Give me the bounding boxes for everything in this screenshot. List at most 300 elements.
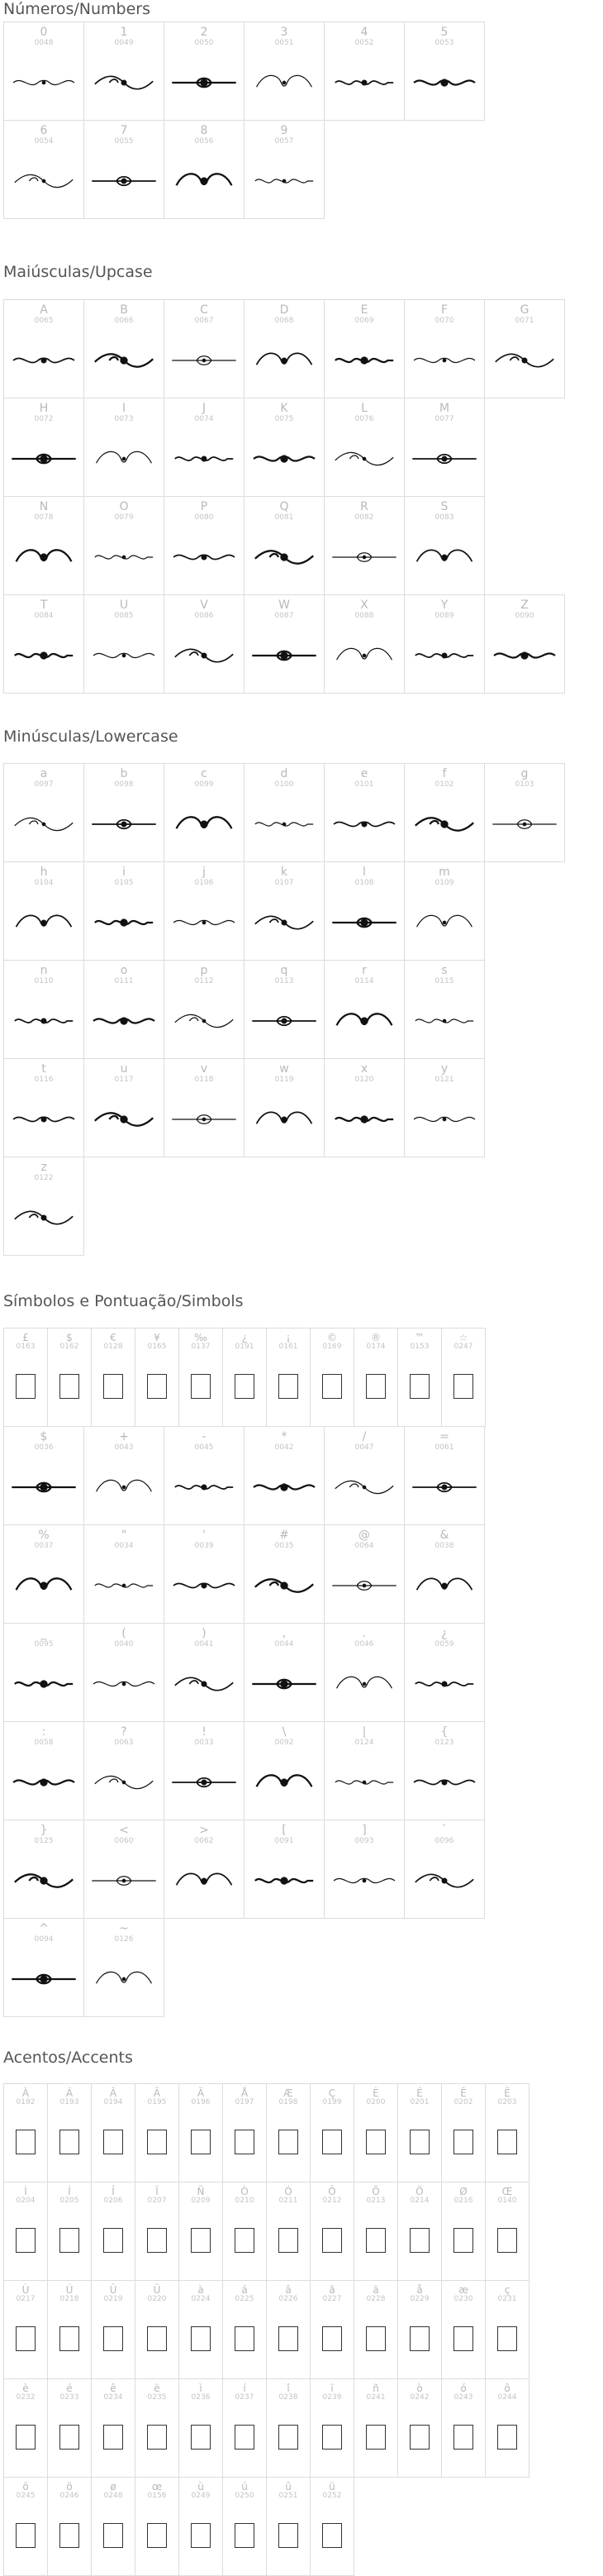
glyph-cell[interactable] (310, 2280, 354, 2379)
glyph-code: 0206 (103, 2197, 123, 2205)
glyph-cell[interactable] (222, 2280, 267, 2379)
glyph-cell[interactable] (404, 299, 485, 398)
glyph-code: 0248 (103, 2492, 123, 2500)
glyph-cell[interactable] (164, 1524, 245, 1624)
ornament-glyph (88, 622, 160, 689)
glyph-code: 0036 (34, 1443, 54, 1452)
glyph-cell[interactable] (310, 1328, 354, 1427)
glyph-code: 0126 (114, 1935, 134, 1944)
glyph-cell[interactable] (83, 763, 164, 862)
missing-glyph-box (445, 2204, 482, 2277)
glyph-cell[interactable] (244, 1058, 325, 1157)
glyph-cell[interactable] (83, 1918, 164, 2017)
glyph-character: Z (520, 599, 529, 612)
glyph-cell[interactable] (3, 2182, 48, 2281)
missing-glyph-box (51, 2499, 88, 2572)
glyph-code: 0100 (274, 780, 294, 789)
glyph-cell[interactable] (83, 1524, 164, 1624)
glyph-character: R (360, 500, 368, 513)
glyph-cell[interactable] (178, 2182, 223, 2281)
glyph-cell[interactable] (266, 1328, 311, 1427)
glyph-cell[interactable] (244, 1524, 325, 1624)
glyph-cell[interactable] (91, 2378, 135, 2478)
missing-glyph-box (401, 1350, 438, 1423)
glyph-character: ) (202, 1627, 207, 1640)
glyph-cell[interactable] (484, 594, 565, 694)
glyph-code: 0108 (354, 879, 374, 887)
glyph-cell[interactable] (3, 21, 84, 121)
glyph-cell[interactable] (324, 21, 405, 121)
missing-glyph-icon (16, 1374, 36, 1399)
glyph-cell[interactable] (83, 861, 164, 961)
glyph-cell[interactable] (47, 2378, 92, 2478)
missing-glyph-box (95, 2499, 131, 2572)
ornament-glyph (408, 889, 481, 956)
glyph-code: 0235 (147, 2393, 167, 2402)
ornament-glyph (88, 1650, 160, 1718)
glyph-cell[interactable] (3, 1918, 84, 2017)
glyph-cell[interactable] (83, 1721, 164, 1820)
glyph-cell[interactable] (244, 763, 325, 862)
glyph-grid-accents (3, 2083, 529, 2575)
glyph-cell[interactable] (324, 1623, 405, 1722)
glyph-character: Ò (240, 2186, 249, 2197)
glyph-cell[interactable] (441, 2378, 486, 2478)
glyph-cell[interactable] (3, 1157, 84, 1256)
glyph-cell[interactable] (3, 594, 84, 694)
glyph-cell[interactable] (3, 763, 84, 862)
glyph-code: 0161 (278, 1343, 298, 1351)
glyph-cell[interactable] (324, 299, 405, 398)
glyph-character: g (520, 767, 529, 780)
glyph-code: 0213 (366, 2197, 386, 2205)
glyph-cell[interactable] (354, 2378, 398, 2478)
glyph-cell[interactable] (47, 2280, 92, 2379)
glyph-cell[interactable] (324, 1426, 405, 1525)
glyph-character: Ç (328, 2087, 336, 2099)
glyph-character: y (440, 1062, 449, 1076)
glyph-code: 0162 (59, 1343, 79, 1351)
glyph-character: Ü (153, 2284, 161, 2296)
glyph-cell[interactable] (404, 496, 485, 595)
missing-glyph-box (183, 1350, 219, 1423)
missing-glyph-icon (322, 2523, 342, 2548)
glyph-cell[interactable] (91, 2280, 135, 2379)
glyph-cell[interactable] (324, 398, 405, 497)
glyph-cell[interactable] (244, 299, 325, 398)
glyph-cell[interactable] (135, 1328, 179, 1427)
ornament-glyph (328, 889, 401, 956)
glyph-character: h (40, 866, 48, 879)
glyph-cell[interactable] (485, 2182, 529, 2281)
glyph-character: ù (197, 2481, 204, 2493)
missing-glyph-box (314, 2106, 350, 2178)
missing-glyph-box (183, 2302, 219, 2375)
glyph-row (3, 496, 564, 594)
glyph-cell[interactable] (47, 1328, 92, 1427)
glyph-character: ¿ (441, 1627, 448, 1640)
glyph-cell[interactable] (178, 1328, 223, 1427)
glyph-character: É (416, 2087, 423, 2099)
glyph-cell[interactable] (222, 2477, 267, 2576)
glyph-cell[interactable] (222, 2182, 267, 2281)
glyph-cell[interactable] (83, 120, 164, 219)
glyph-code: 0249 (191, 2492, 211, 2500)
glyph-row (3, 1623, 485, 1721)
glyph-cell[interactable] (3, 2477, 48, 2576)
glyph-cell[interactable] (244, 496, 325, 595)
glyph-character: à (197, 2284, 204, 2296)
glyph-cell[interactable] (83, 398, 164, 497)
glyph-code: 0216 (453, 2197, 473, 2205)
missing-glyph-box (51, 2302, 88, 2375)
glyph-character: O (119, 500, 129, 513)
glyph-character: Á (65, 2087, 74, 2099)
glyph-code: 0211 (278, 2197, 298, 2205)
ornament-glyph (248, 790, 320, 858)
glyph-cell[interactable] (164, 1058, 245, 1157)
glyph-cell[interactable] (222, 2378, 267, 2478)
glyph-cell[interactable] (266, 2083, 311, 2182)
glyph-character: _ (40, 1627, 47, 1640)
glyph-cell[interactable] (324, 1524, 405, 1624)
glyph-cell[interactable] (324, 1058, 405, 1157)
missing-glyph-icon (147, 2425, 167, 2450)
ornament-glyph (248, 327, 320, 394)
glyph-cell[interactable] (404, 594, 485, 694)
glyph-character: . (362, 1627, 367, 1640)
glyph-cell[interactable] (244, 960, 325, 1059)
glyph-cell[interactable] (91, 2477, 135, 2576)
glyph-row (3, 2280, 529, 2378)
glyph-cell[interactable] (3, 2378, 48, 2478)
glyph-cell[interactable] (404, 763, 485, 862)
glyph-code: 0225 (235, 2295, 254, 2303)
glyph-cell[interactable] (47, 2083, 92, 2182)
glyph-character: s (441, 964, 448, 977)
glyph-cell[interactable] (266, 2182, 311, 2281)
glyph-code: 0210 (235, 2197, 254, 2205)
glyph-code: 0199 (322, 2098, 342, 2106)
missing-glyph-box (445, 2106, 482, 2178)
glyph-cell[interactable] (83, 1426, 164, 1525)
ornament-glyph (328, 49, 401, 117)
glyph-cell[interactable] (244, 1721, 325, 1820)
missing-glyph-icon (103, 1374, 123, 1399)
glyph-code: 0153 (410, 1343, 430, 1351)
glyph-cell[interactable] (3, 1623, 84, 1722)
glyph-character: $ (66, 1332, 73, 1343)
glyph-code: 0165 (147, 1343, 167, 1351)
glyph-character: a (40, 767, 48, 780)
glyph-cell[interactable] (441, 2280, 486, 2379)
glyph-cell[interactable] (441, 2083, 486, 2182)
glyph-character: w (279, 1062, 289, 1076)
glyph-character: ô (504, 2383, 510, 2394)
glyph-cell[interactable] (3, 2280, 48, 2379)
glyph-cell[interactable] (310, 2182, 354, 2281)
glyph-cell[interactable] (397, 2280, 442, 2379)
glyph-character: M (439, 402, 450, 415)
missing-glyph-icon (410, 2130, 430, 2154)
glyph-row (3, 594, 564, 693)
glyph-cell[interactable] (83, 1058, 164, 1157)
glyph-cell[interactable] (3, 1058, 84, 1157)
glyph-cell[interactable] (164, 960, 245, 1059)
glyph-cell[interactable] (164, 120, 245, 219)
glyph-character: ã (329, 2284, 335, 2296)
glyph-code: 0251 (278, 2492, 298, 2500)
glyph-code: 0106 (194, 879, 214, 887)
glyph-cell[interactable] (484, 299, 565, 398)
glyph-cell[interactable] (324, 594, 405, 694)
glyph-cell[interactable] (83, 960, 164, 1059)
glyph-cell[interactable] (485, 2083, 529, 2182)
glyph-cell[interactable] (404, 1426, 485, 1525)
glyph-cell[interactable] (244, 594, 325, 694)
glyph-code: 0064 (354, 1542, 374, 1550)
ornament-glyph (408, 425, 481, 493)
glyph-cell[interactable] (266, 2378, 311, 2478)
glyph-code: 0252 (322, 2492, 342, 2500)
glyph-cell[interactable] (164, 496, 245, 595)
glyph-code: 0233 (59, 2393, 79, 2402)
glyph-code: 0107 (274, 879, 294, 887)
ornament-glyph (408, 523, 481, 591)
glyph-cell[interactable] (3, 1426, 84, 1525)
glyph-cell[interactable] (404, 398, 485, 497)
glyph-cell[interactable] (404, 21, 485, 121)
glyph-cell[interactable] (324, 861, 405, 961)
glyph-cell[interactable] (91, 2083, 135, 2182)
glyph-cell[interactable] (164, 1623, 245, 1722)
glyph-cell[interactable] (3, 1820, 84, 1919)
glyph-character: c (201, 767, 207, 780)
glyph-cell[interactable] (244, 398, 325, 497)
glyph-cell[interactable] (3, 398, 84, 497)
ornament-glyph (88, 327, 160, 394)
ornament-glyph (7, 1650, 80, 1718)
glyph-cell[interactable] (83, 299, 164, 398)
glyph-character: % (38, 1529, 50, 1542)
glyph-code: 0065 (34, 317, 54, 325)
glyph-cell[interactable] (3, 299, 84, 398)
glyph-cell[interactable] (135, 2083, 179, 2182)
glyph-cell[interactable] (310, 2083, 354, 2182)
glyph-cell[interactable] (244, 1426, 325, 1525)
missing-glyph-icon (322, 2425, 342, 2450)
missing-glyph-icon (278, 2326, 298, 2351)
ornament-glyph (328, 987, 401, 1055)
glyph-cell[interactable] (397, 2378, 442, 2478)
glyph-cell[interactable] (397, 1328, 442, 1427)
glyph-cell[interactable] (135, 2477, 179, 2576)
glyph-cell[interactable] (178, 2378, 223, 2478)
glyph-cell[interactable] (3, 2083, 48, 2182)
glyph-cell[interactable] (83, 594, 164, 694)
glyph-character: í (243, 2383, 246, 2394)
missing-glyph-box (314, 1350, 350, 1423)
glyph-cell[interactable] (83, 496, 164, 595)
missing-glyph-box (489, 2302, 525, 2375)
glyph-cell[interactable] (3, 1721, 84, 1820)
glyph-code: 0209 (191, 2197, 211, 2205)
glyph-cell[interactable] (222, 1328, 267, 1427)
missing-glyph-icon (16, 2326, 36, 2351)
missing-glyph-box (358, 2302, 394, 2375)
glyph-character: £ (22, 1332, 29, 1343)
glyph-character: Ì (24, 2186, 27, 2197)
glyph-character: * (281, 1430, 287, 1443)
glyph-code: 0063 (114, 1739, 134, 1747)
glyph-character: ê (110, 2383, 116, 2394)
glyph-cell[interactable] (354, 2182, 398, 2281)
glyph-cell[interactable] (354, 2280, 398, 2379)
glyph-cell[interactable] (3, 120, 84, 219)
glyph-cell[interactable] (164, 398, 245, 497)
glyph-cell[interactable] (244, 1820, 325, 1919)
ornament-glyph (168, 622, 240, 689)
glyph-character: ¥ (154, 1332, 160, 1343)
glyph-cell[interactable] (404, 861, 485, 961)
ornament-glyph (248, 987, 320, 1055)
glyph-cell[interactable] (178, 2280, 223, 2379)
glyph-cell[interactable] (244, 120, 325, 219)
glyph-code: 0083 (434, 513, 454, 522)
glyph-cell[interactable] (164, 1426, 245, 1525)
glyph-row (3, 1426, 485, 1524)
glyph-cell[interactable] (404, 960, 485, 1059)
glyph-cell[interactable] (164, 861, 245, 961)
glyph-character: Î (112, 2186, 115, 2197)
glyph-cell[interactable] (266, 2280, 311, 2379)
glyph-cell[interactable] (485, 2378, 529, 2478)
glyph-cell[interactable] (3, 1524, 84, 1624)
glyph-cell[interactable] (324, 1820, 405, 1919)
glyph-row (3, 2378, 529, 2477)
glyph-cell[interactable] (178, 2477, 223, 2576)
glyph-cell[interactable] (404, 1623, 485, 1722)
glyph-cell[interactable] (244, 21, 325, 121)
glyph-code: 0119 (274, 1076, 294, 1084)
ornament-glyph (328, 523, 401, 591)
glyph-cell[interactable] (310, 2477, 354, 2576)
glyph-code: 0212 (322, 2197, 342, 2205)
missing-glyph-box (270, 1350, 306, 1423)
glyph-character: ü (329, 2481, 335, 2493)
ornament-glyph (408, 1748, 481, 1816)
glyph-character: ø (110, 2481, 116, 2493)
glyph-cell[interactable] (135, 2280, 179, 2379)
glyph-cell[interactable] (164, 299, 245, 398)
glyph-cell[interactable] (310, 2378, 354, 2478)
glyph-code: 0040 (114, 1640, 134, 1648)
glyph-character: @ (358, 1529, 370, 1542)
glyph-cell[interactable] (354, 2083, 398, 2182)
glyph-cell[interactable] (164, 21, 245, 121)
glyph-cell[interactable] (484, 763, 565, 862)
glyph-code: 0075 (274, 415, 294, 423)
glyph-cell[interactable] (397, 2182, 442, 2281)
glyph-character: ] (362, 1824, 367, 1837)
glyph-cell[interactable] (222, 2083, 267, 2182)
glyph-character: © (327, 1332, 337, 1343)
glyph-cell[interactable] (244, 861, 325, 961)
glyph-cell[interactable] (164, 1820, 245, 1919)
glyph-cell[interactable] (324, 960, 405, 1059)
glyph-cell[interactable] (83, 21, 164, 121)
glyph-character: B (120, 303, 128, 317)
glyph-code: 0048 (34, 39, 54, 47)
glyph-character: } (40, 1824, 48, 1837)
missing-glyph-box (226, 2499, 263, 2572)
glyph-code: 0156 (147, 2492, 167, 2500)
glyph-cell[interactable] (178, 2083, 223, 2182)
glyph-cell[interactable] (441, 2182, 486, 2281)
glyph-cell[interactable] (47, 2477, 92, 2576)
glyph-character: ï (330, 2383, 334, 2394)
glyph-cell[interactable] (244, 1623, 325, 1722)
ornament-glyph (488, 622, 561, 689)
glyph-cell[interactable] (3, 1328, 48, 1427)
glyph-cell[interactable] (404, 1721, 485, 1820)
glyph-code: 0086 (194, 612, 214, 620)
glyph-character: ¡ (286, 1332, 291, 1343)
glyph-row (3, 1918, 485, 2016)
glyph-character: e (360, 767, 368, 780)
glyph-cell[interactable] (91, 1328, 135, 1427)
glyph-cell[interactable] (164, 594, 245, 694)
glyph-cell[interactable] (3, 496, 84, 595)
glyph-cell[interactable] (3, 861, 84, 961)
glyph-cell[interactable] (83, 1820, 164, 1919)
glyph-cell[interactable] (324, 1721, 405, 1820)
glyph-character: Ö (415, 2186, 424, 2197)
glyph-cell[interactable] (164, 763, 245, 862)
glyph-cell[interactable] (485, 2280, 529, 2379)
missing-glyph-box (489, 2204, 525, 2277)
glyph-character: 0 (40, 26, 48, 39)
glyph-code: 0198 (278, 2098, 298, 2106)
glyph-cell[interactable] (83, 1623, 164, 1722)
glyph-cell[interactable] (91, 2182, 135, 2281)
glyph-cell[interactable] (3, 960, 84, 1059)
missing-glyph-icon (16, 2425, 36, 2450)
glyph-character: : (41, 1725, 46, 1739)
glyph-cell[interactable] (135, 2182, 179, 2281)
glyph-cell[interactable] (404, 1524, 485, 1624)
missing-glyph-icon (497, 2228, 517, 2253)
missing-glyph-icon (59, 2425, 79, 2450)
glyph-cell[interactable] (404, 1058, 485, 1157)
glyph-cell[interactable] (404, 1820, 485, 1919)
glyph-cell[interactable] (397, 2083, 442, 2182)
glyph-cell[interactable] (324, 763, 405, 862)
glyph-cell[interactable] (135, 2378, 179, 2478)
glyph-cell[interactable] (354, 1328, 398, 1427)
glyph-cell[interactable] (266, 2477, 311, 2576)
glyph-code: 0192 (16, 2098, 36, 2106)
missing-glyph-box (51, 2106, 88, 2178)
glyph-cell[interactable] (324, 496, 405, 595)
glyph-character: | (362, 1725, 367, 1739)
glyph-cell[interactable] (47, 2182, 92, 2281)
glyph-cell[interactable] (441, 1328, 486, 1427)
glyph-code: 0105 (114, 879, 134, 887)
glyph-cell[interactable] (164, 1721, 245, 1820)
glyph-code: 0229 (410, 2295, 430, 2303)
glyph-character: C (200, 303, 208, 317)
